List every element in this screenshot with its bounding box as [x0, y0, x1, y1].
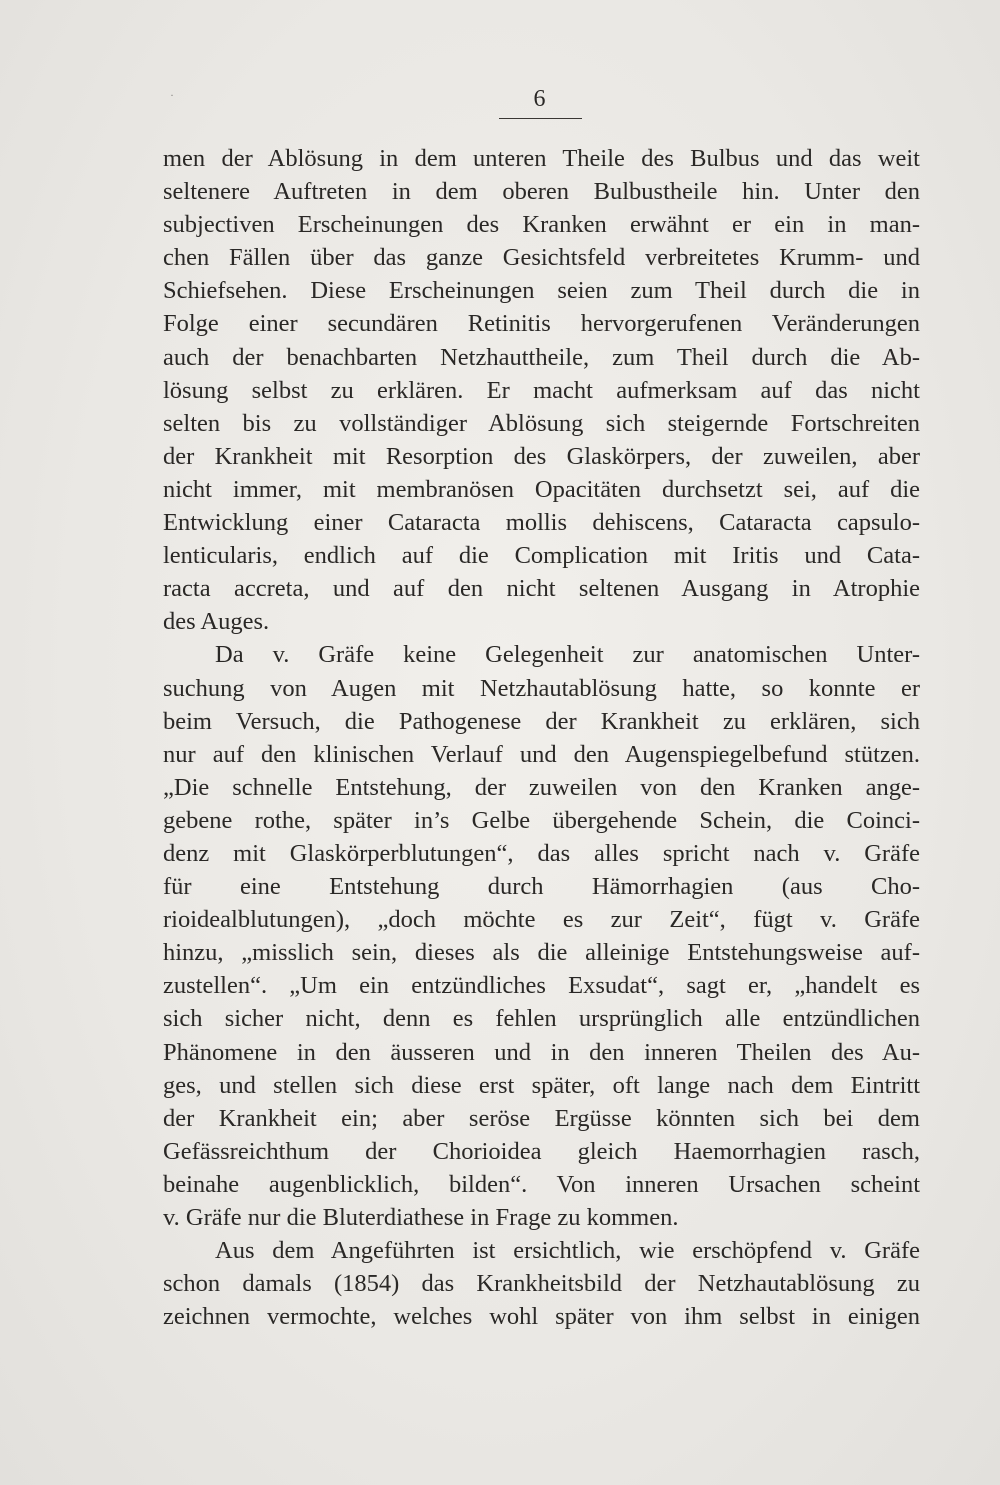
text-line: auch der benachbarten Netzhauttheile, zum Theil durch die Ab-: [163, 343, 920, 371]
text-line: Phänomene in den äusseren und in den inneren Theilen des Au-: [163, 1038, 920, 1066]
text-line: denz mit Glaskörperblutungen“, das alles spricht nach v. Gräfe: [163, 839, 920, 867]
page-number: 6: [533, 86, 547, 112]
text-line: v. Gräfe nur die Bluterdiathese in Frage zu kommen.: [163, 1204, 679, 1231]
text-line: seltenere Auftreten in dem oberen Bulbustheile hin. Unter den: [163, 178, 920, 206]
text-line: men der Ablösung in dem unteren Theile des Bulbus und das weit: [163, 145, 920, 172]
text-line: suchung von Augen mit Netzhautablösung hatte, so konnte er: [163, 674, 920, 702]
text-line: selten bis zu vollständiger Ablösung sich steigernde Fortschreiten: [163, 409, 920, 437]
text-line: lösung selbst zu erklären. Er macht aufmerksam auf das nicht: [163, 376, 920, 404]
text-line: racta accreta, und auf den nicht seltenen Ausgang in Atrophie: [163, 575, 920, 603]
text-line: ges, und stellen sich diese erst später, oft lange nach dem Eintritt: [163, 1071, 920, 1099]
text-line: subjectiven Erscheinungen des Kranken erwähnt er ein in man-: [163, 211, 920, 239]
text-line: schon damals (1854) das Krankheitsbild der Netzhautablösung zu: [163, 1270, 920, 1298]
text-line: beim Versuch, die Pathogenese der Krankheit zu erklären, sich: [163, 707, 920, 735]
text-line: des Auges.: [163, 608, 270, 636]
text-line: sich sicher nicht, denn es fehlen ursprünglich alle entzündlichen: [163, 1005, 920, 1033]
text-line: Aus dem Angeführten ist ersichtlich, wie erschöpfend v. Gräfe: [215, 1237, 920, 1265]
text-line: nur auf den klinischen Verlauf und den Augenspiegelbefund stützen.: [163, 740, 920, 768]
text-line: Entwicklung einer Cataracta mollis dehiscens, Cataracta capsulo-: [163, 509, 920, 537]
text-line: „Die schnelle Entstehung, der zuweilen von den Kranken ange-: [163, 773, 920, 801]
text-line: der Krankheit ein; aber seröse Ergüsse könnten sich bei dem: [163, 1104, 920, 1132]
text-line: Da v. Gräfe keine Gelegenheit zur anatomischen Unter-: [215, 641, 920, 669]
text-line: zustellen“. „Um ein entzündliches Exsudat“, sagt er, „handelt es: [163, 972, 920, 1000]
text-line: Folge einer secundären Retinitis hervorgerufenen Veränderungen: [163, 310, 920, 338]
text-line: gebene rothe, später in’s Gelbe übergehende Schein, die Coinci-: [163, 806, 920, 834]
text-line: rioidealblutungen), „doch möchte es zur Zeit“, fügt v. Gräfe: [163, 906, 920, 934]
paragraph-1: [163, 142, 920, 638]
text-line: chen Fällen über das ganze Gesichtsfeld verbreitetes Krumm- und: [163, 244, 920, 272]
scan-speck: ·: [170, 88, 174, 102]
body-text: [163, 142, 920, 1333]
text-line: nicht immer, mit membranösen Opacitäten durchsetzt sei, auf die: [163, 475, 920, 503]
paragraph-3: [163, 1234, 920, 1333]
text-line: zeichnen vermochte, welches wohl später von ihm selbst in einigen: [163, 1303, 920, 1331]
text-line: beinahe augenblicklich, bilden“. Von inneren Ursachen scheint: [163, 1170, 920, 1198]
page-number-rule: [499, 118, 582, 119]
text-line: hinzu, „misslich sein, dieses als die alleinige Entstehungsweise auf-: [163, 939, 920, 967]
text-line: lenticularis, endlich auf die Complication mit Iritis und Cata-: [163, 542, 920, 570]
text-line: Schiefsehen. Diese Erscheinungen seien zum Theil durch die in: [163, 277, 920, 305]
text-line: für eine Entstehung durch Hämorrhagien (aus Cho-: [163, 873, 920, 901]
text-line: der Krankheit mit Resorption des Glaskörpers, der zuweilen, aber: [163, 442, 920, 470]
paragraph-2: [163, 638, 920, 1234]
text-line: Gefässreichthum der Chorioidea gleich Haemorrhagien rasch,: [163, 1137, 920, 1165]
